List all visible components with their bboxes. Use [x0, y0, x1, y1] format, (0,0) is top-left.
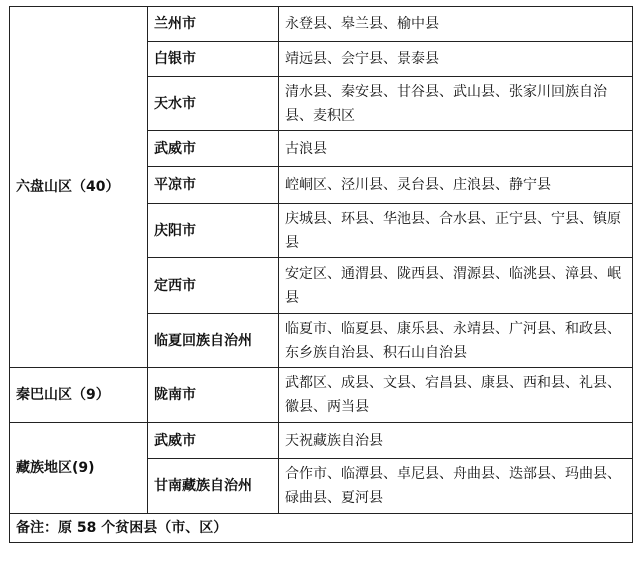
- table-row: [10, 423, 633, 459]
- counties-cell: 安定区、通渭县、陇西县、渭源县、临洮县、漳县、岷县: [279, 258, 633, 314]
- city-cell: 临夏回族自治州: [148, 314, 279, 368]
- city-cell: 武威市: [148, 423, 279, 459]
- region-cell: 秦巴山区（9）: [10, 368, 148, 423]
- counties-cell: 庆城县、环县、华池县、合水县、正宁县、宁县、镇原县: [279, 204, 633, 258]
- counties-cell: 古浪县: [279, 131, 633, 167]
- city-cell: 白银市: [148, 42, 279, 77]
- counties-cell: 靖远县、会宁县、景泰县: [279, 42, 633, 77]
- note-cell: 备注：原 58 个贫困县（市、区）: [10, 514, 633, 543]
- region-cell: 藏族地区(9): [10, 423, 148, 514]
- counties-cell: 永登县、皋兰县、榆中县: [279, 7, 633, 42]
- city-cell: 天水市: [148, 77, 279, 131]
- city-cell: 武威市: [148, 131, 279, 167]
- table-row: [10, 368, 633, 423]
- city-cell: 兰州市: [148, 7, 279, 42]
- counties-cell: 清水县、秦安县、甘谷县、武山县、张家川回族自治县、麦积区: [279, 77, 633, 131]
- counties-cell: 崆峒区、泾川县、灵台县、庄浪县、静宁县: [279, 167, 633, 204]
- table-row: [10, 514, 633, 543]
- city-cell: 甘南藏族自治州: [148, 459, 279, 514]
- city-cell: 定西市: [148, 258, 279, 314]
- counties-cell: 天祝藏族自治县: [279, 423, 633, 459]
- counties-cell: 临夏市、临夏县、康乐县、永靖县、广河县、和政县、东乡族自治县、积石山自治县: [279, 314, 633, 368]
- region-cell: 六盘山区（40）: [10, 7, 148, 368]
- poverty-county-table: [9, 6, 633, 543]
- city-cell: 陇南市: [148, 368, 279, 423]
- counties-cell: 合作市、临潭县、卓尼县、舟曲县、迭部县、玛曲县、碌曲县、夏河县: [279, 459, 633, 514]
- city-cell: 庆阳市: [148, 204, 279, 258]
- counties-cell: 武都区、成县、文县、宕昌县、康县、西和县、礼县、徽县、两当县: [279, 368, 633, 423]
- table-row: [10, 7, 633, 42]
- city-cell: 平凉市: [148, 167, 279, 204]
